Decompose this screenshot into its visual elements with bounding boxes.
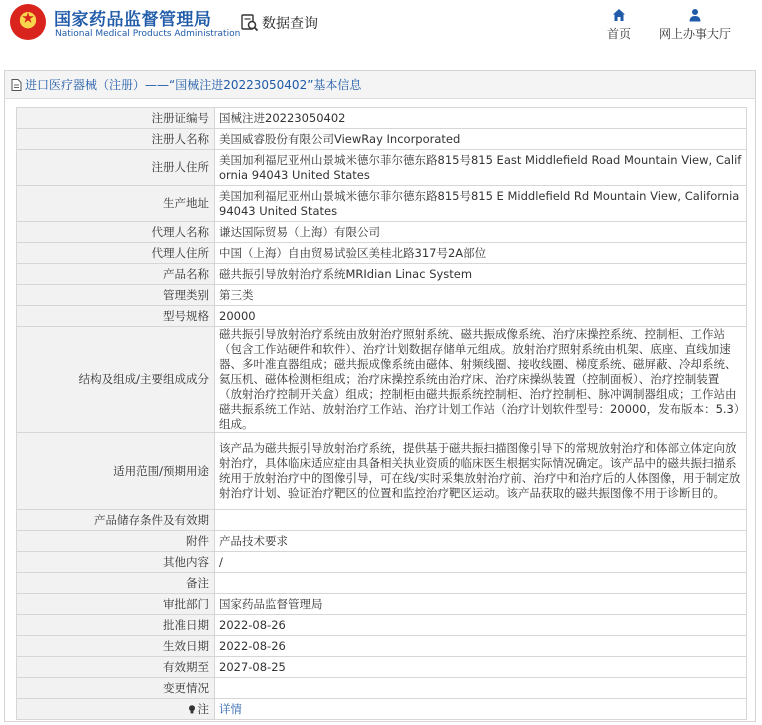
field-value: 该产品为磁共振引导放射治疗系统，提供基于磁共振扫描图像引导下的常规放射治疗和体部立体定向放射治疗，具体临床适应症由具备相关执业资质的临床医生根据实际情况确定。该产品中的磁共振扫描系统用于放射治疗中的图像引导，可在线/实时采集放射治疗前、治疗中和治疗后的人体图像，用于制定放射治疗计划、验证治疗靶区的位置和监控治疗靶区运动。该产品获取的磁共振图像不用于诊断目的。 [215,433,747,510]
field-label: 生效日期 [17,636,215,657]
field-label: 结构及组成/主要组成成分 [17,327,215,433]
emblem-logo [10,4,46,40]
field-label: 代理人住所 [17,243,215,264]
table-row [17,678,747,699]
field-label: 管理类别 [17,285,215,306]
field-label: 批准日期 [17,615,215,636]
lightbulb-icon [188,705,196,714]
user-icon [688,8,702,22]
field-label: 其他内容 [17,552,215,573]
note-row [17,699,747,720]
data-query-link[interactable] [241,12,318,34]
nav-home[interactable] [603,8,635,42]
field-value: 谦达国际贸易（上海）有限公司 [215,222,747,243]
field-value: 2022-08-26 [215,615,747,636]
table-row [17,243,747,264]
table-row [17,531,747,552]
field-value: 国家药品监督管理局 [215,594,747,615]
search-icon [241,14,259,32]
field-value [215,678,747,699]
registration-info-table [16,107,747,720]
table-row [17,150,747,186]
field-value: / [215,552,747,573]
field-label: 代理人名称 [17,222,215,243]
field-value: 磁共振引导放射治疗系统由放射治疗照射系统、磁共振成像系统、治疗床操控系统、控制柜、工作站（包含工作站硬件和软件）、治疗计划数据存储单元组成。放射治疗照射系统由机架、底座、直线加速器、多叶准直器组成；磁共振成像系统由磁体、射频线圈、接收线圈、梯度系统、磁屏蔽、冷却系统、氦压机、磁体检测柜组成；治疗床操控系统由治疗床、治疗床操纵装置（控制面板）、治疗控制装置（放射治疗控制开关盒）组成；控制柜由磁共振系统控制柜、治疗控制柜、脉冲调制器组成；工作站由磁共振系统工作站、放射治疗工作站、治疗计划工作站（治疗计划软件型号：20000，发布版本：5.3）组成。 [215,327,747,433]
note-value [215,699,747,720]
org-name-en: National Medical Products Administration [55,29,241,39]
nav-online-office-label: 网上办事大厅 [658,27,731,41]
basic-info-panel [4,70,756,722]
field-label: 有效期至 [17,657,215,678]
field-label: 变更情况 [17,678,215,699]
table-row [17,285,747,306]
panel-header [5,71,755,99]
document-icon [11,79,22,91]
field-value: 美国加利福尼亚州山景城米德尔菲尔德东路815号815 E Middlefield Rd Mountain View, California 94043 United States [215,186,747,222]
home-icon [612,8,626,22]
note-label: 注 [197,701,209,716]
nav-online-office[interactable] [655,8,735,42]
site-header [0,0,762,58]
table-row [17,433,747,510]
field-label: 注册人住所 [17,150,215,186]
field-value: 2022-08-26 [215,636,747,657]
field-label: 产品名称 [17,264,215,285]
field-label: 产品储存条件及有效期 [17,510,215,531]
org-name-cn: 国家药品监督管理局 [54,10,212,30]
field-label: 审批部门 [17,594,215,615]
field-value: 美国加利福尼亚州山景城米德尔菲尔德东路815号815 East Middlefield Road Mountain View, California 94043 United States [215,150,747,186]
table-row [17,510,747,531]
field-value: 中国（上海）自由贸易试验区美桂北路317号2A部位 [215,243,747,264]
details-link[interactable]: 详情 [219,701,242,716]
field-value: 国械注进20223050402 [215,108,747,129]
table-row [17,264,747,285]
table-row [17,573,747,594]
table-row [17,222,747,243]
field-label: 适用范围/预期用途 [17,433,215,510]
table-row [17,636,747,657]
field-value: 美国威睿股份有限公司ViewRay Incorporated [215,129,747,150]
field-label: 注册证编号 [17,108,215,129]
field-label: 注册人名称 [17,129,215,150]
field-value: 第三类 [215,285,747,306]
field-value: 2027-08-25 [215,657,747,678]
field-label: 生产地址 [17,186,215,222]
field-value: 产品技术要求 [215,531,747,552]
table-row [17,327,747,433]
table-row [17,108,747,129]
table-row [17,129,747,150]
field-value [215,573,747,594]
table-row [17,552,747,573]
field-value: 磁共振引导放射治疗系统MRIdian Linac System [215,264,747,285]
table-row [17,306,747,327]
table-row [17,186,747,222]
table-row [17,594,747,615]
note-label-cell [17,699,215,720]
data-query-label: 数据查询 [262,16,318,32]
field-label: 型号规格 [17,306,215,327]
field-label: 备注 [17,573,215,594]
field-value: 20000 [215,306,747,327]
field-label: 附件 [17,531,215,552]
table-row [17,615,747,636]
panel-title: 进口医疗器械（注册）——“国械注进20223050402”基本信息 [25,78,362,92]
nav-home-label: 首页 [606,27,631,41]
field-value [215,510,747,531]
table-row [17,657,747,678]
